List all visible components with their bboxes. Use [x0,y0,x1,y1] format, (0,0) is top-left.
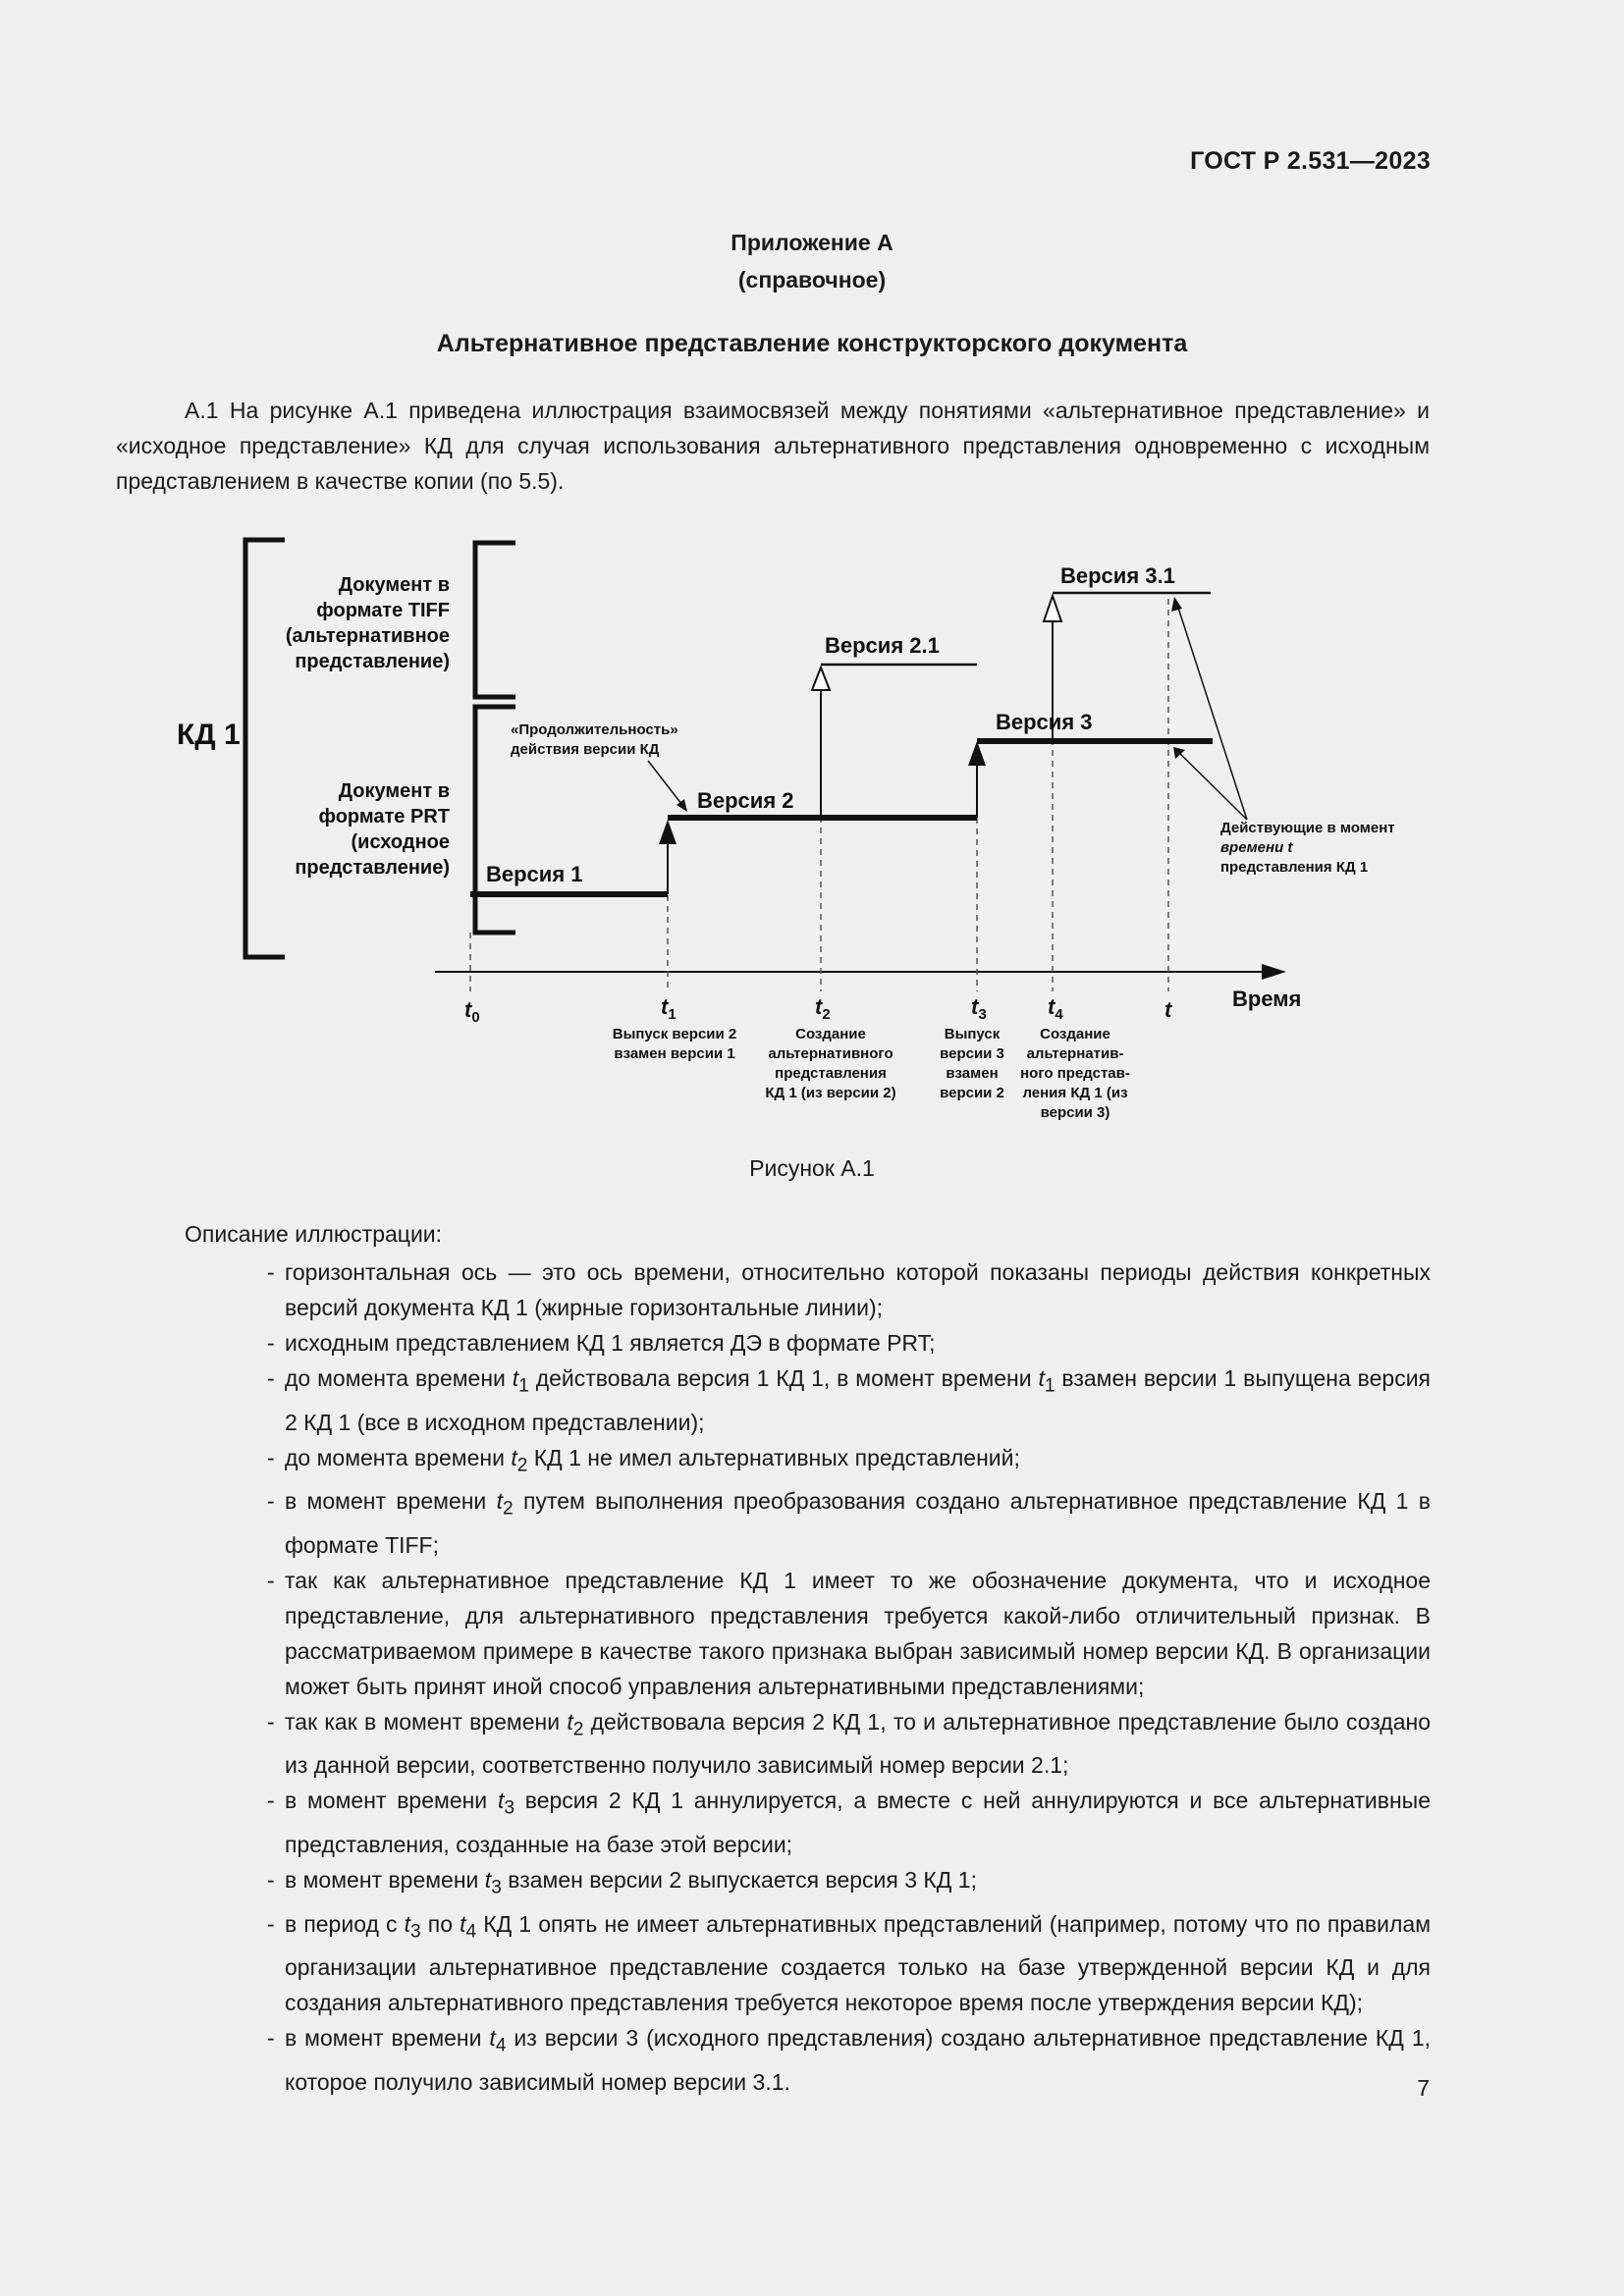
version-1-label: Версия 1 [486,862,583,886]
document-code: ГОСТ Р 2.531—2023 [1190,147,1431,175]
time-symbol: $t_3$ [404,1910,421,1943]
description-title: Описание иллюстрации: [185,1221,443,1247]
description-item: - так как в момент времени $t_2$ действовала версия 2 КД 1, то и альтернативное представление было создано из данной версии, соответственно получило зависимый номер версии 2.1; [267,1704,1431,1784]
event-t4-line: ного представ- [1020,1065,1130,1082]
prt-label-line: (исходное [351,831,450,853]
tick-t2: $t_2$ [815,994,831,1023]
active-note [1220,820,1395,876]
page-number: 7 [1417,2075,1430,2101]
description-item: - в момент времени $t_3$ взамен версии 2 выпускается версия 3 КД 1; [267,1862,1431,1906]
duration-pointer-head [677,799,687,812]
prt-label-line: Документ в [338,780,450,802]
duration-note-line: действия версии КД [511,741,660,758]
active-note-line: Действующие в момент [1220,820,1395,836]
tiff-label [286,574,450,672]
event-t4-line: ления КД 1 (из [1022,1085,1128,1101]
version-2-label: Версия 2 [697,788,794,813]
time-symbol: $t_1$ [1038,1365,1056,1397]
description-item: - горизонтальная ось — это ось времени, относительно которой показаны периоды действия конкретных версий документа КД 1 (жирные горизонтальные линии); [267,1255,1431,1325]
kd-label: КД 1 [177,719,241,751]
description-item: - так как альтернативное представление КД 1 имеет то же обозначение документа, что и исходное представление, для альтернативного представления требуется какой-либо отличительный признак. В рассматриваемом примере в качестве такого признака выбран зависимый номер версии КД. В организации может быть принят иной способ управления альтернативными представлениями; [267,1563,1431,1704]
tick-t: t [1164,997,1172,1022]
tiff-bracket [475,543,515,697]
tick-t1: $t_1$ [661,994,677,1023]
prt-label [295,780,450,879]
description-item: - в период с $t_3$ по $t_4$ КД 1 опять не имеет альтернативных представлений (например, потому что по правилам организации альтернативное представление создается только на базе утвержденной версии КД и для создания альтернативного представления требуется некоторое время после утверждения версии КД); [267,1906,1431,2021]
appendix-title: Приложение А [731,230,893,255]
event-t2-line: представления [775,1065,887,1082]
tick-t4: $t_4$ [1048,994,1063,1023]
duration-note [511,721,678,758]
tiff-label-line: Документ в [338,574,450,596]
event-labels [613,1026,1130,1121]
time-axis-arrow [1262,964,1286,980]
event-t3-line: взамен [946,1065,999,1082]
duration-note-line: «Продолжительность» [511,721,678,738]
version-21-label: Версия 2.1 [825,633,940,658]
description-item: - в момент времени $t_3$ версия 2 КД 1 аннулируется, а вместе с ней аннулируются и все альтернативные представления, созданные на базе этой версии; [267,1783,1431,1862]
event-t4-line: альтернатив- [1026,1045,1124,1062]
active-pointer-31 [1176,602,1247,820]
time-symbol: $t_3$ [484,1866,502,1898]
version-31-arrowhead [1044,596,1061,621]
version-3-label: Версия 3 [996,710,1093,734]
intro-text: А.1 На рисунке А.1 приведена иллюстрация взаимосвязей между понятиями «альтернативное представление» и «исходное представление» КД для случая использования альтернативного представления одновременно с исходным представлением в качестве копии (по 5.5). [116,398,1430,494]
figure-caption: Рисунок А.1 [749,1155,875,1181]
tiff-label-line: формате TIFF [316,600,450,621]
tick-t3: $t_3$ [971,994,987,1023]
event-t4-line: версии 3) [1040,1104,1110,1121]
time-symbol: $t_2$ [567,1708,584,1740]
kd-bracket [245,540,285,957]
version-31-label: Версия 3.1 [1060,563,1175,588]
active-note-line: времени t [1220,839,1293,856]
version-2-arrowhead [659,820,677,844]
active-note-line: представления КД 1 [1220,859,1369,876]
time-symbol: $t_4$ [489,2025,507,2056]
time-guides [470,599,1168,991]
time-symbol: $t_1$ [512,1365,529,1397]
tick-t0: $t_0$ [464,997,480,1026]
prt-bracket [475,707,515,933]
description-item: - до момента времени $t_1$ действовала версия 1 КД 1, в момент времени $t_1$ взамен версии 1 выпущена версия 2 КД 1 (все в исходном представлении); [267,1361,1431,1440]
event-t4-line: Создание [1040,1026,1110,1042]
tick-labels [464,994,1173,1026]
duration-pointer [648,761,685,809]
figure-a1 [0,0,1624,1139]
version-21-arrowhead [812,667,830,690]
event-t2-line: альтернативного [768,1045,893,1062]
time-symbol: $t_4$ [460,1910,477,1943]
appendix-subtitle: (справочное) [737,267,887,293]
section-title: Альтернативное представление конструкторского документа [436,330,1188,357]
version-3-arrowhead [968,741,986,766]
time-symbol: $t_3$ [497,1788,514,1819]
time-symbol: $t_2$ [496,1488,514,1520]
description-item: - исходным представлением КД 1 является ДЭ в формате PRT; [267,1325,1431,1361]
prt-label-line: представление) [295,857,450,879]
event-t3-line: версии 2 [940,1085,1004,1101]
description-list [267,1255,1431,2100]
event-t2-line: Создание [795,1026,866,1042]
tiff-label-line: представление) [295,651,450,672]
event-t1-line: Выпуск версии 2 [612,1026,737,1042]
active-pointer-31-head [1171,597,1182,612]
time-symbol: $t_2$ [511,1444,528,1476]
event-t2-line: КД 1 (из версии 2) [765,1085,896,1101]
description-item: - в момент времени $t_2$ путем выполнения преобразования создано альтернативное представление КД 1 в формате TIFF; [267,1483,1431,1563]
description-item: - в момент времени $t_4$ из версии 3 (исходного представления) создано альтернативное представление КД 1, которое получило зависимый номер версии 3.1. [267,2020,1431,2100]
tiff-label-line: (альтернативное [285,625,450,647]
event-t1-line: взамен версии 1 [614,1045,735,1062]
event-t3-line: Выпуск [944,1026,1001,1042]
prt-label-line: формате PRT [318,806,450,828]
event-t3-line: версии 3 [940,1045,1004,1062]
description-item: - до момента времени $t_2$ КД 1 не имел альтернативных представлений; [267,1440,1431,1484]
axis-label: Время [1232,987,1302,1011]
